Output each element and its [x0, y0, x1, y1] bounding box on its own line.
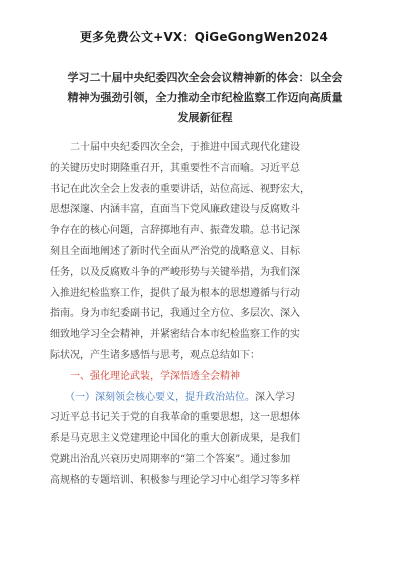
body-line: 入推进纪检监察工作，提供了最为根本的思想遵循与行动 [50, 287, 300, 299]
body-line: 刻且全面地阐述了新时代全面从严治党的战略意义、目标 [50, 245, 300, 257]
body-line: 思想深邃、内涵丰富，直面当下党风廉政建设与反腐败斗 [50, 204, 300, 216]
body-line: 细致地学习全会精神，并紧密结合本市纪检监察工作的实 [50, 329, 300, 341]
section-heading-1: 一、强化理论武装，学深悟透全会精神 [50, 370, 240, 382]
watermark-header: 更多免费公文+VX：QiGeGongWen2024 [79, 30, 328, 44]
body-line: 际状况，产生诸多感悟与思考，观点总结如下： [50, 349, 260, 361]
body-line: 指南。身为市纪委副书记，我通过全方位、多层次、深入 [50, 308, 300, 320]
body-line: 的关键历史时期隆重召开，其重要性不言而喻。习近平总 [50, 162, 300, 174]
body-line: 习近平总书记关于党的自我革命的重要思想，这一思想体 [50, 412, 300, 424]
subheading-prefix: （一）深刻领会核心要义， [50, 391, 185, 403]
subheading-suffix: 深入学习 [255, 391, 295, 403]
document-body [50, 138, 362, 492]
body-line: 高规格的专题培训、积极参与理论学习中心组学习等多样 [50, 474, 300, 486]
subheading-emphasis: 提升政治站位。 [185, 391, 255, 403]
paragraph-intro [50, 138, 362, 367]
body-line: 二十届中央纪委四次全会，于推进中国式现代化建设 [50, 142, 300, 153]
document-title [46, 68, 364, 128]
title-line: 精神为强劲引领，全力推动全市纪检监察工作迈向高质量 [67, 91, 343, 104]
body-line: 任务，以及反腐败斗争的严峻形势与关键举措，为我们深 [50, 266, 300, 278]
subsection-heading-1 [50, 388, 362, 409]
body-line: 争存在的核心问题，言辞掷地有声、振聋发聩。总书记深 [50, 225, 300, 237]
body-line: 系是马克思主义党建理论中国化的重大创新成果，是我们 [50, 433, 300, 445]
title-line: 发展新征程 [177, 111, 233, 124]
title-line: 学习二十届中央纪委四次全会会议精神新的体会：以全会 [67, 71, 343, 84]
paragraph-theory [50, 408, 362, 491]
body-line: 书记在此次全会上发表的重要讲话，站位高远、视野宏大， [50, 183, 310, 195]
body-line: 党跳出治乱兴衰历史周期率的“第二个答案”。通过参加 [50, 453, 291, 465]
